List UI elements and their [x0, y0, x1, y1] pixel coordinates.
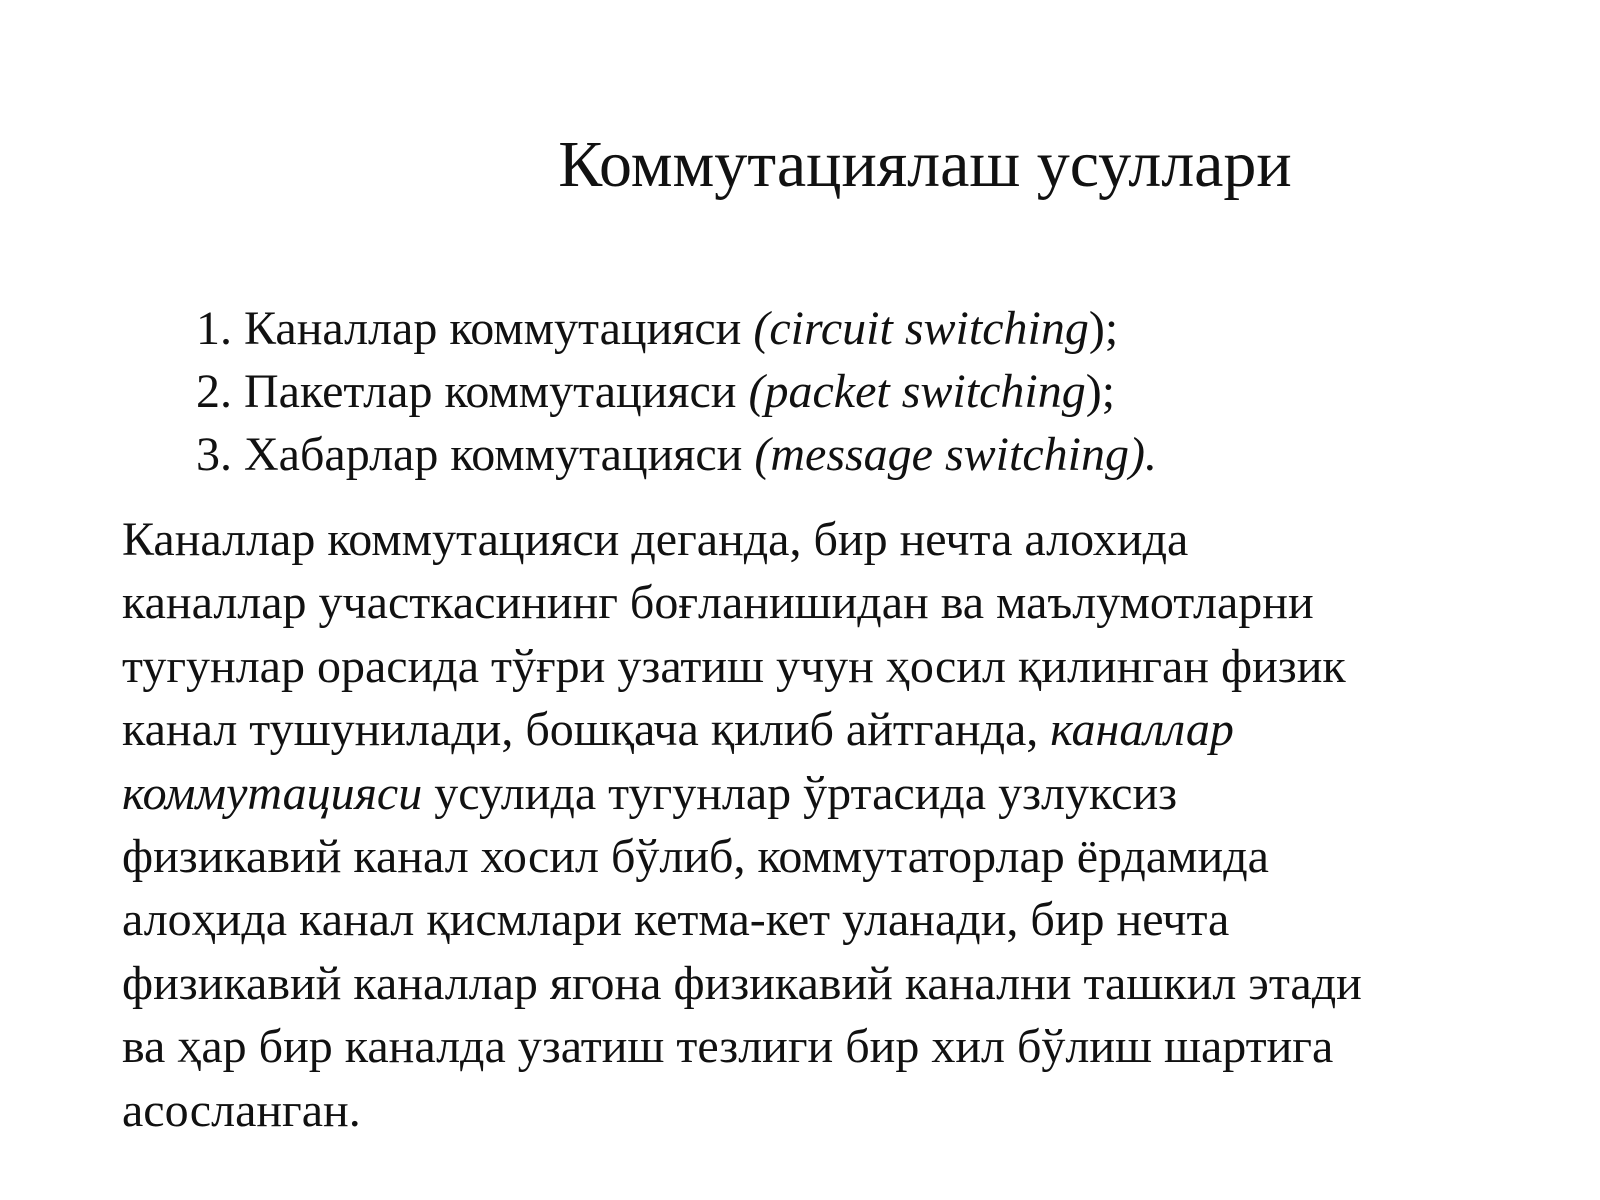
list-number: 2.	[196, 365, 232, 418]
list-close: );	[1085, 365, 1116, 418]
list-open-paren: (	[754, 428, 771, 481]
paragraph-line: тугунлар орасида тўғри узатиш учун ҳосил қилинган физик	[122, 639, 1346, 693]
paragraph-line: ва ҳар бир каналда узатиш тезлиги бир хил бўлиш шартига	[122, 1020, 1334, 1074]
list-number: 1.	[196, 302, 232, 355]
paragraph-line	[122, 698, 1502, 761]
paragraph-line: каналлар участкасининг боғланишидан ва маълумотларни	[122, 576, 1314, 630]
paragraph-text: канал тушунилади, бошқача қилиб айтганда,	[122, 703, 1051, 757]
switching-methods-list	[196, 297, 1496, 486]
body-paragraph	[122, 508, 1502, 1142]
paragraph-line: Каналлар коммутацияси деганда, бир нечта алохида	[122, 513, 1189, 566]
list-text: Каналлар коммутацияси	[244, 302, 742, 355]
paragraph-italic-term: каналлар	[1050, 703, 1234, 757]
list-term: message switching).	[770, 428, 1157, 481]
list-text: Пакетлар коммутацияси	[244, 365, 737, 418]
list-open-paren: (	[753, 302, 770, 355]
slide-title: Коммутациялаш усуллари	[558, 128, 1292, 201]
list-close: );	[1088, 302, 1119, 355]
list-item	[196, 423, 1496, 486]
list-open-paren: (	[748, 365, 765, 418]
list-item	[196, 297, 1496, 360]
paragraph-line: физикавий каналлар ягона физикавий канални ташкил этади	[122, 956, 1362, 1010]
paragraph-italic-term: коммутацияси	[122, 766, 423, 820]
list-term: packet switching	[764, 365, 1086, 418]
list-number: 3.	[196, 428, 232, 481]
paragraph-text: усулида тугунлар ўртасида узлуксиз	[422, 766, 1178, 820]
paragraph-line: асосланган.	[122, 1083, 361, 1137]
paragraph-line: алоҳида канал қисмлари кетма-кет уланади, бир нечта	[122, 893, 1230, 947]
list-item	[196, 360, 1496, 423]
paragraph-line: физикавий канал хосил бўлиб, коммутаторлар ёрдамида	[122, 830, 1269, 884]
paragraph-line	[122, 762, 1502, 825]
list-term: circuit switching	[769, 302, 1089, 355]
list-text: Хабарлар коммутацияси	[244, 428, 743, 481]
